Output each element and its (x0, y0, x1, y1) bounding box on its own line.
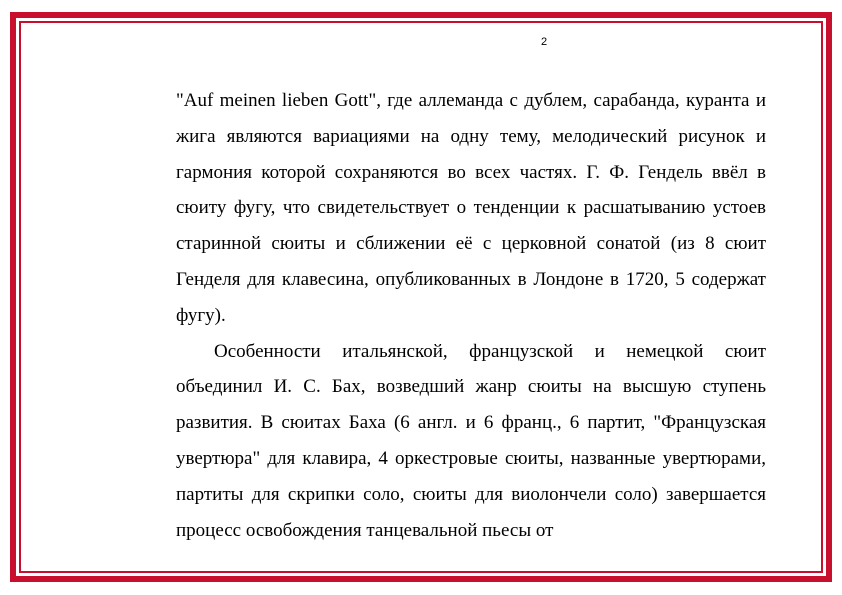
document-body (176, 83, 766, 548)
paragraph-bach: Особенности итальянской, французской и немецкой сюит объединил И. С. Бах, возведший жанр сюиты на высшую ступень развития. В сюитах Баха (6 англ. и 6 франц., 6 партит, "Французская увертюра" для клавира, 4 оркестровые сюиты, названные увертюрами, партиты для скрипки соло, сюиты для виолончели соло) завершается процесс освобождения танцевальной пьесы от (176, 340, 766, 541)
page-number: 2 (540, 36, 548, 48)
paragraph-continued: "Auf meinen lieben Gott", где аллеманда с дублем, сарабанда, куранта и жига являются вариациями на одну тему, мелодический рисунок и гармония которой сохраняются во всех частях. Г. Ф. Гендель ввёл в сюиту фугу, что свидетельствует о тенденции к расшатыванию устоев старинной сюиты и сближении её с церковной сонатой (из 8 сюит Генделя для клавесина, опубликованных в Лондоне в 1720, 5 содержат фугу). (176, 90, 766, 326)
